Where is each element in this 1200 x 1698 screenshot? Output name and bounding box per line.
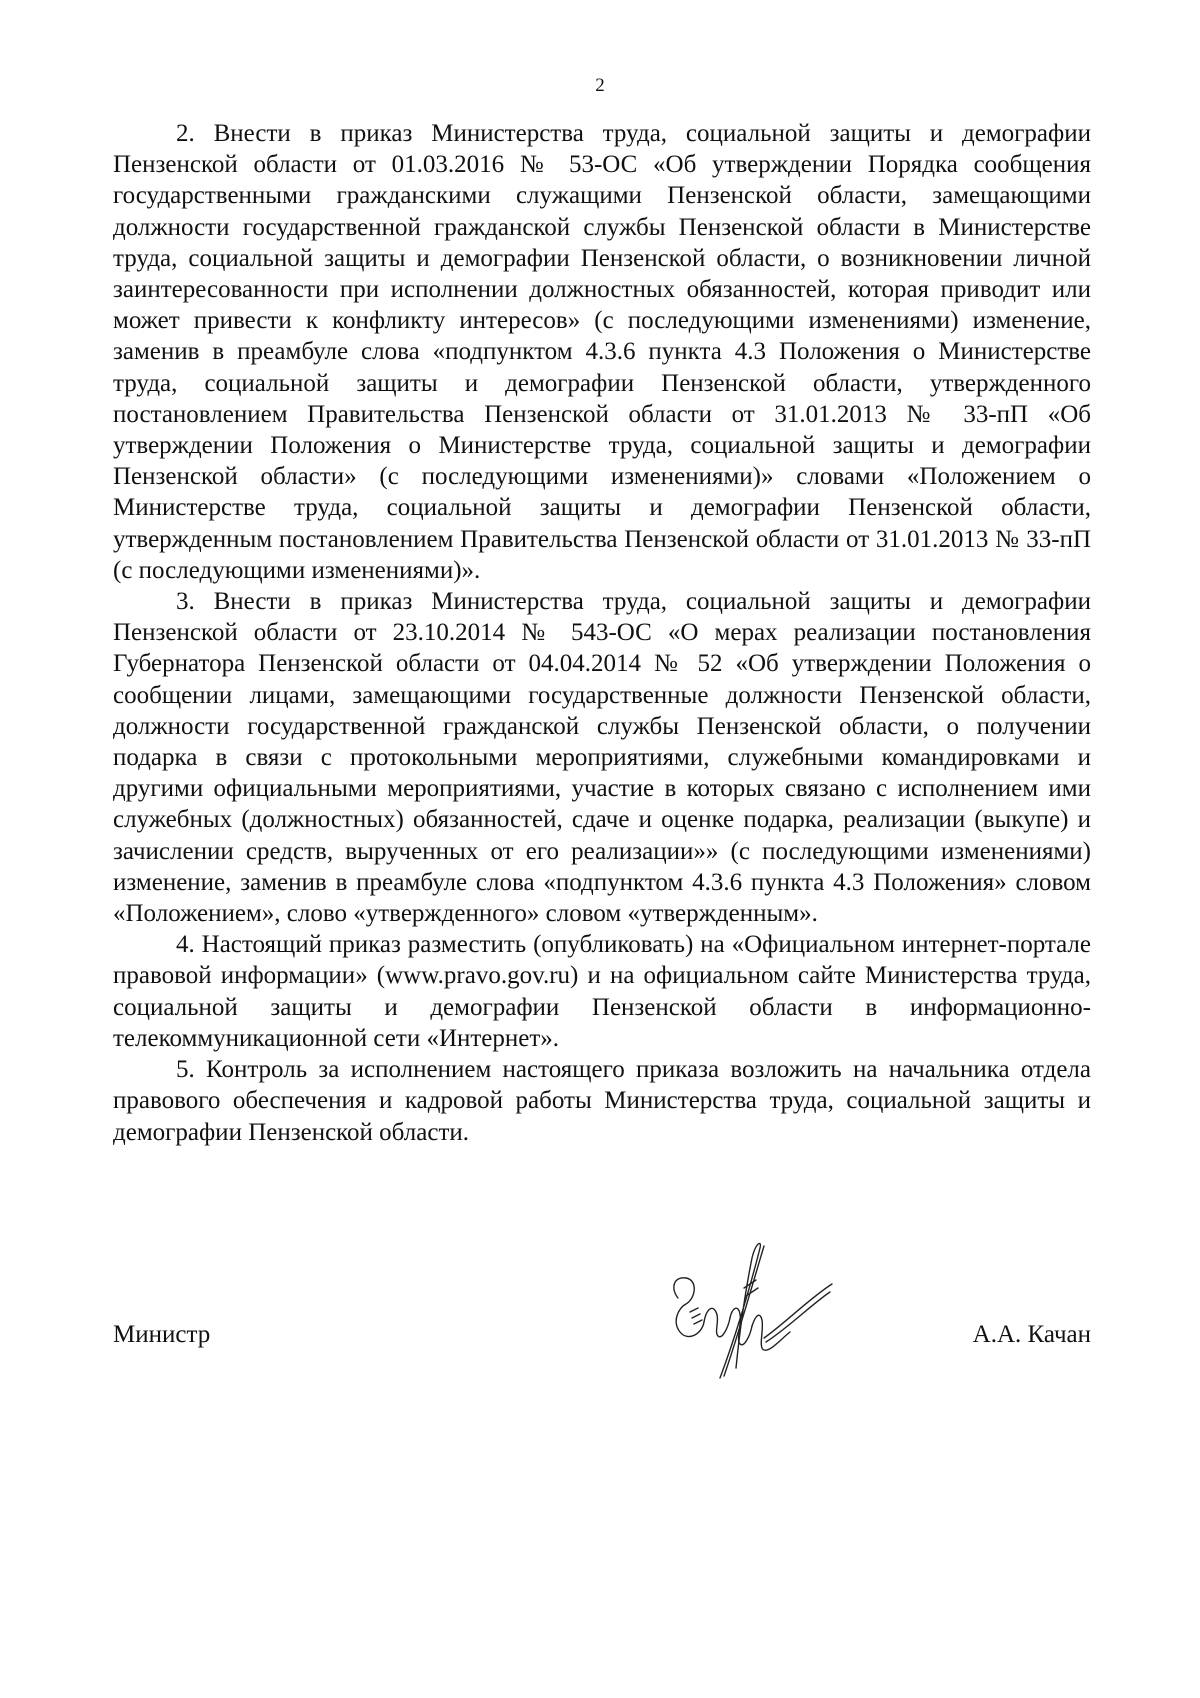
paragraph-item-2: 2. Внести в приказ Министерства труда, социальной защиты и демографии Пензенской области от 01.03.2016 № 53-ОС «Об утверждении Порядка сообщения государственными гражданскими служащими Пензенской области, замещающими должности государственной гражданской службы Пензенской области в Министерстве труда, социальной защиты и демографии Пензенской области, о возникновении личной заинтересованности при исполнении должностных обязанностей, которая приводит или может привести к конфликту интересов» (с последующими изменениями) изменение, заменив в преамбуле слова «подпунктом 4.3.6 пункта 4.3 Положения о Министерстве труда, социальной защиты и демографии Пензенской области, утвержденного постановлением Правительства Пензенской области от 31.01.2013 № 33-пП «Об утверждении Положения о Министерстве труда, социальной защиты и демографии Пензенской области» (с последующими изменениями)» словами «Положением о Министерстве труда, социальной защиты и демографии Пензенской области, утвержденным постановлением Правительства Пензенской области от 31.01.2013 № 33-пП (с последующими изменениями)». xyxy=(113,120,1091,584)
page-number: 2 xyxy=(595,75,605,96)
document-body xyxy=(113,118,1091,1148)
paragraph-item-4: 4. Настоящий приказ разместить (опубликовать) на «Официальном интернет-портале правовой информации» (www.pravo.gov.ru) и на официальном сайте Министерства труда, социальной защиты и демографии Пензенской области в информационно-телекоммуникационной сети «Интернет». xyxy=(113,931,1091,1052)
signer-title: Министр xyxy=(113,1321,211,1348)
signature-block xyxy=(113,1295,1091,1375)
paragraph-item-3: 3. Внести в приказ Министерства труда, социальной защиты и демографии Пензенской области от 23.10.2014 № 543-ОС «О мерах реализации постановления Губернатора Пензенской области от 04.04.2014 № 52 «Об утверждении Положения о сообщении лицами, замещающими государственные должности Пензенской области, должности государственной гражданской службы Пензенской области, о получении подарка в связи с протокольными мероприятиями, служебными командировками и другими официальными мероприятиями, участие в которых связано с исполнением ими служебных (должностных) обязанностей, сдаче и оценке подарка, реализации (выкупе) и зачислении средств, вырученных от его реализации»» (с последующими изменениями) изменение, заменив в преамбуле слова «подпунктом 4.3.6 пункта 4.3 Положения» словом «Положением», слово «утвержденного» словом «утвержденным». xyxy=(113,588,1091,928)
handwritten-signature-icon xyxy=(660,1228,840,1388)
paragraph-item-5: 5. Контроль за исполнением настоящего приказа возложить на начальника отдела правового обеспечения и кадровой работы Министерства труда, социальной защиты и демографии Пензенской области. xyxy=(113,1056,1091,1146)
signer-name: А.А. Качан xyxy=(972,1321,1091,1348)
